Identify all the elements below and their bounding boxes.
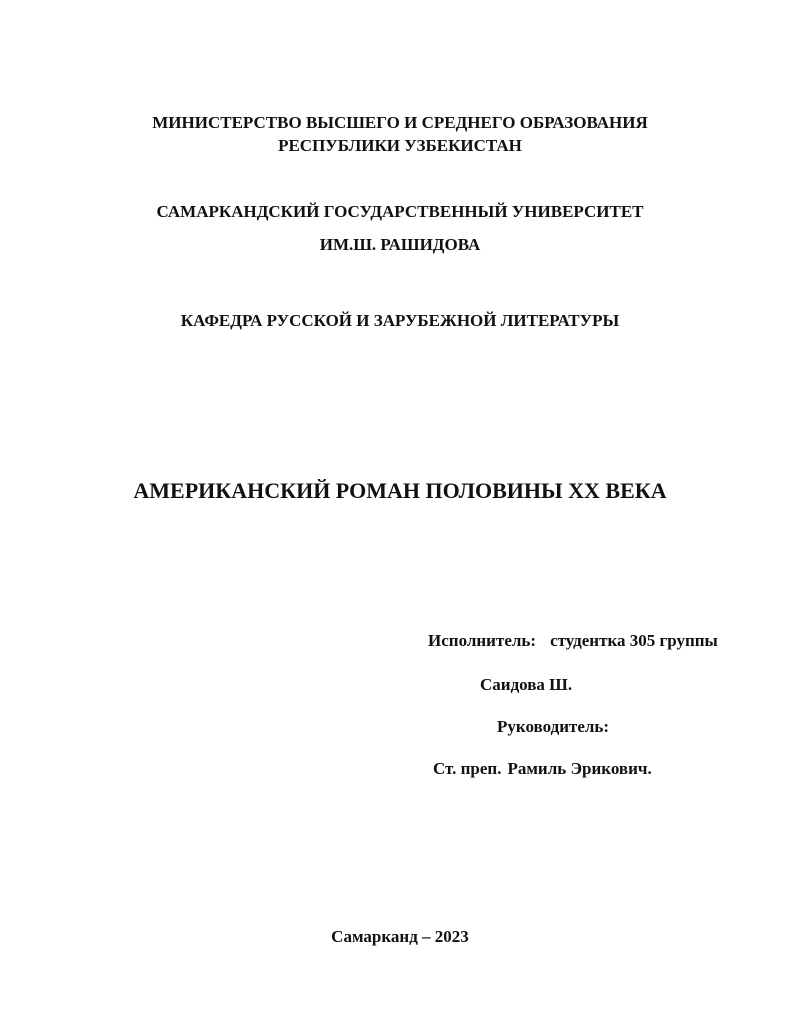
ministry-line-1: МИНИСТЕРСТВО ВЫСШЕГО И СРЕДНЕГО ОБРАЗОВАНИЯ xyxy=(152,113,648,132)
supervisor-rank: Ст. преп. xyxy=(433,759,502,778)
performer-value: студентка 305 группы xyxy=(550,631,718,650)
ministry-line-2: РЕСПУБЛИКИ УЗБЕКИСТАН xyxy=(278,136,522,155)
performer-line xyxy=(428,632,718,649)
university-line-2: ИМ.Ш. РАШИДОВА xyxy=(319,235,481,254)
city-year: Самарканд – 2023 xyxy=(331,927,469,946)
performer-label: Исполнитель: xyxy=(428,631,537,650)
supervisor-line xyxy=(433,760,652,777)
student-name: Саидова Ш. xyxy=(480,675,573,694)
department-name: КАФЕДРА РУССКОЙ И ЗАРУБЕЖНОЙ ЛИТЕРАТУРЫ xyxy=(180,311,620,330)
university-line-1: САМАРКАНДСКИЙ ГОСУДАРСТВЕННЫЙ УНИВЕРСИТЕТ xyxy=(156,202,644,221)
document-title: АМЕРИКАНСКИЙ РОМАН ПОЛОВИНЫ XX ВЕКА xyxy=(133,478,667,503)
supervisor-name: Рамиль Эрикович. xyxy=(507,759,652,778)
supervisor-label: Руководитель: xyxy=(497,717,610,736)
